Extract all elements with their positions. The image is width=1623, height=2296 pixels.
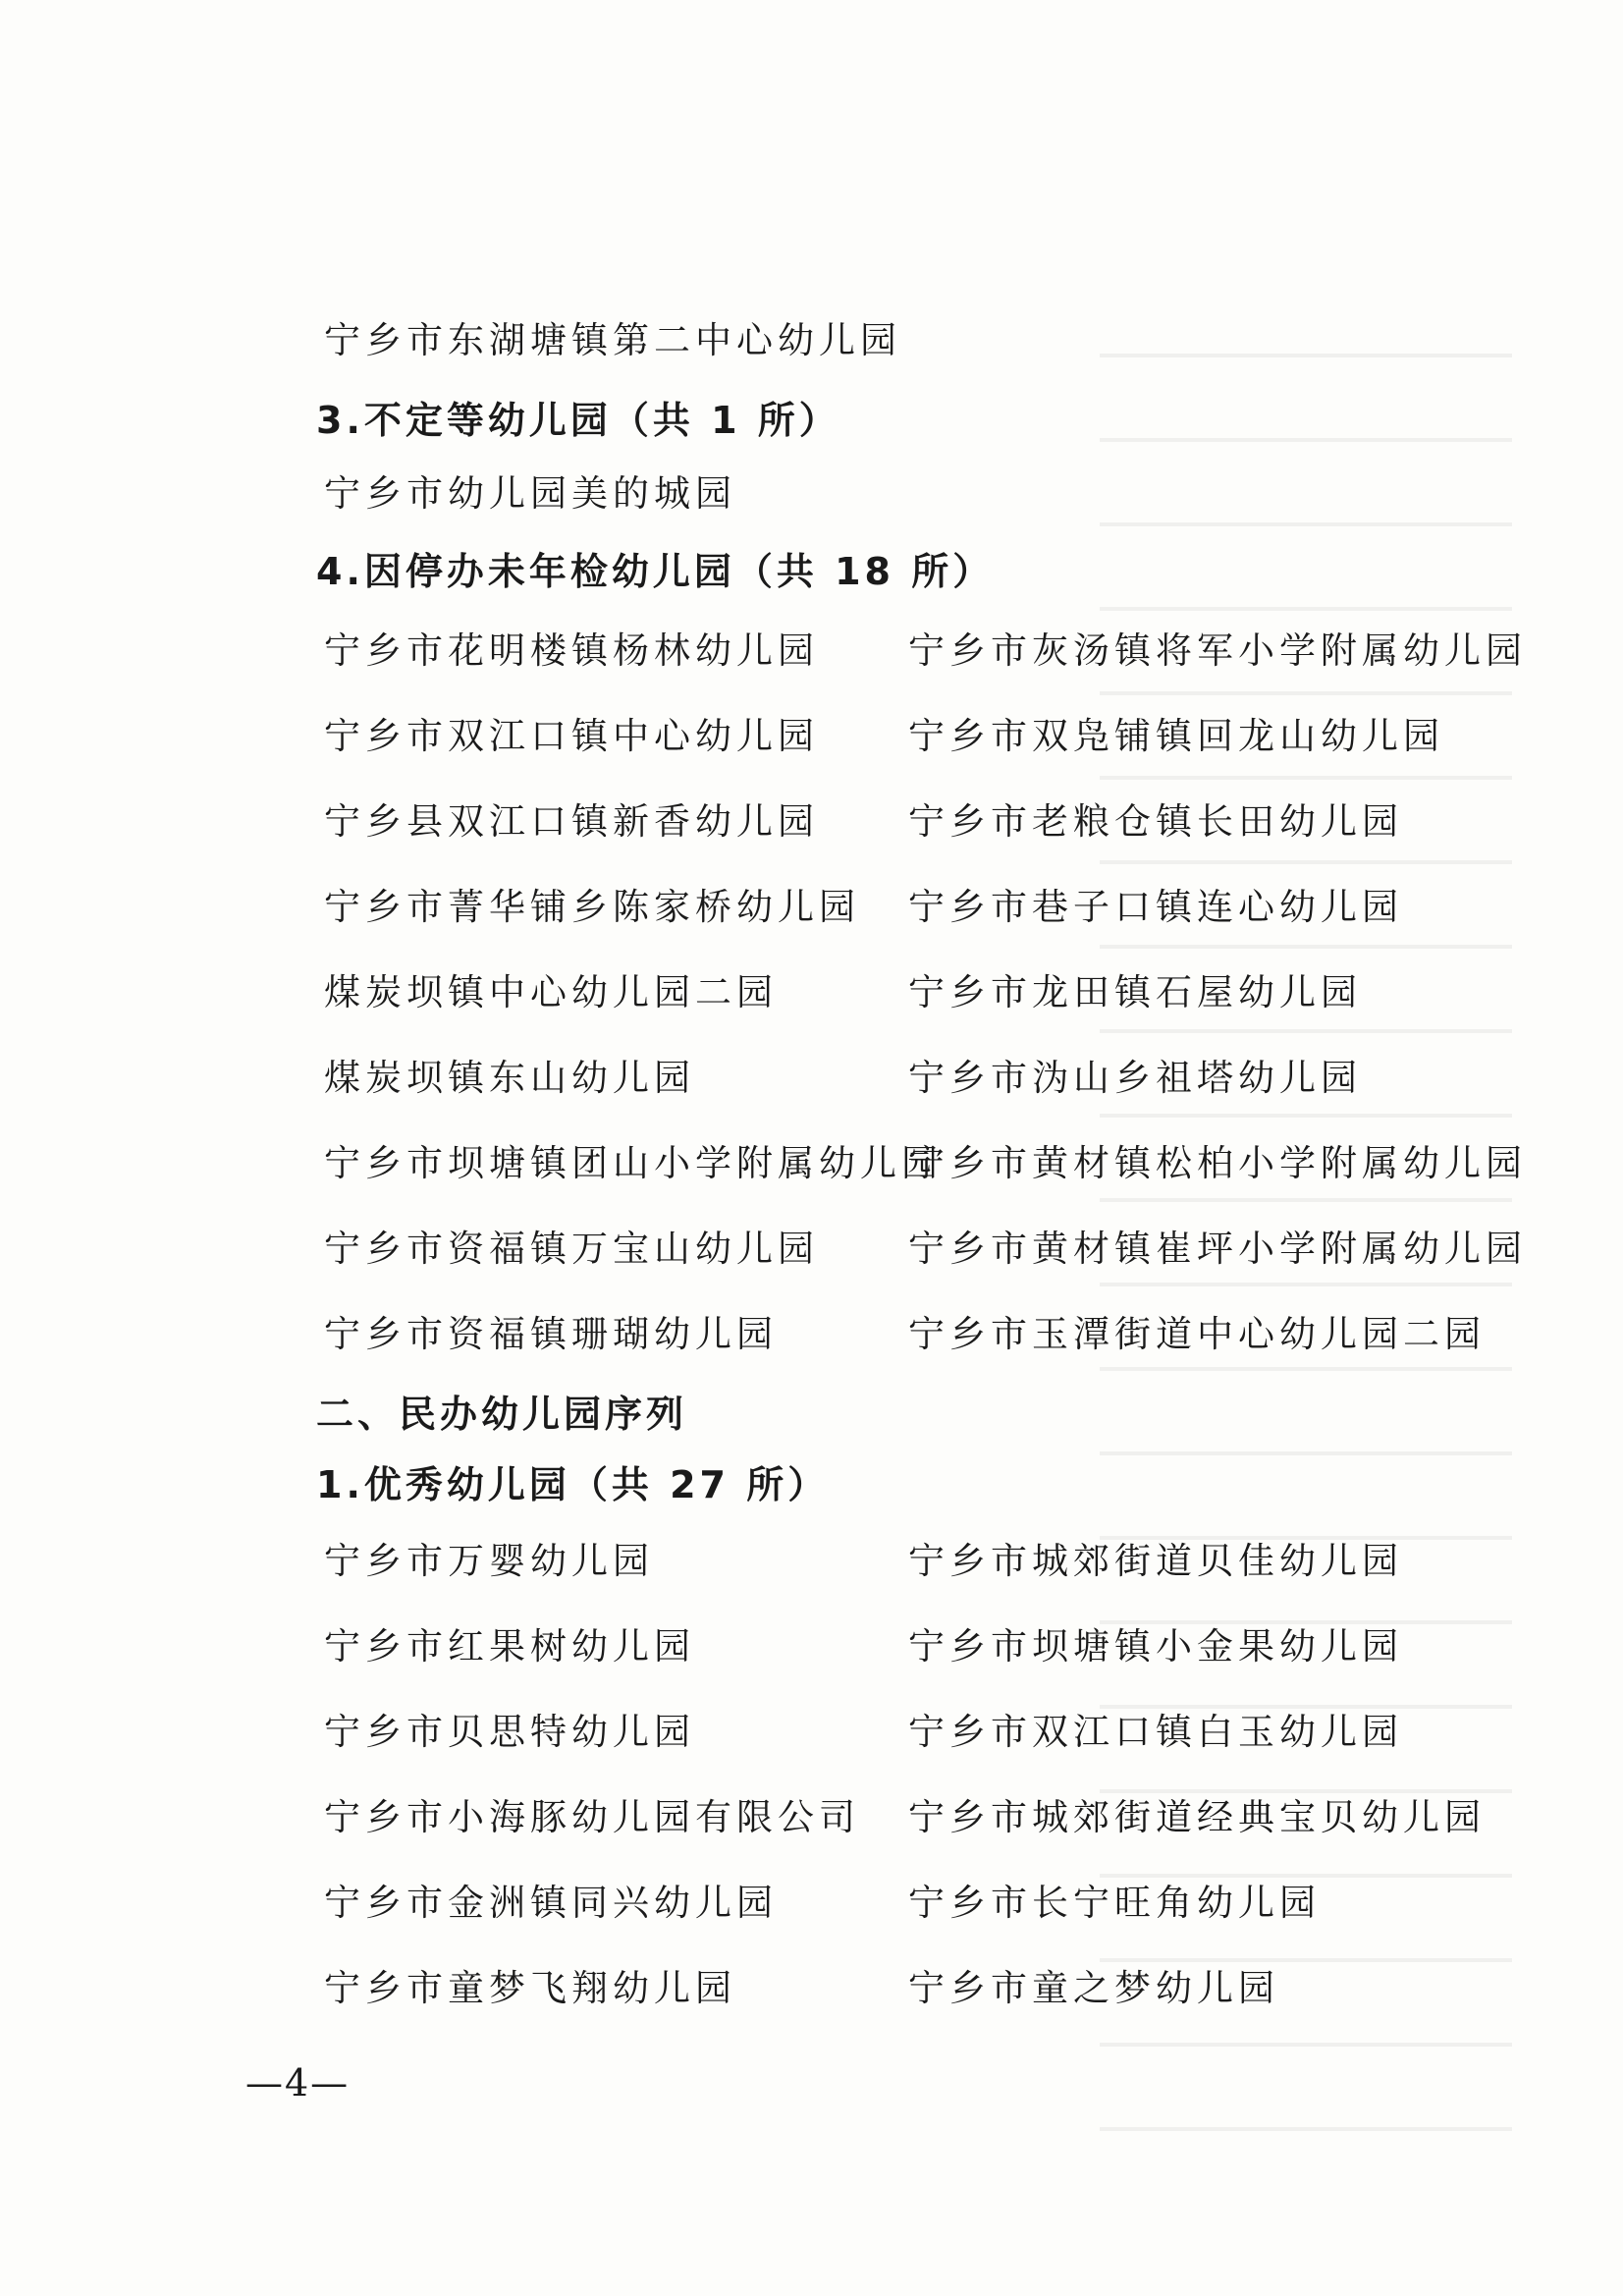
list-item: 宁乡市东湖塘镇第二中心幼儿园 bbox=[324, 319, 901, 361]
list-item: 宁乡市万婴幼儿园 bbox=[324, 1540, 654, 1582]
list-item: 宁乡市双江口镇白玉幼儿园 bbox=[908, 1711, 1403, 1753]
list-item: 宁乡市小海豚幼儿园有限公司 bbox=[324, 1796, 860, 1838]
list-item: 煤炭坝镇中心幼儿园二园 bbox=[324, 971, 778, 1013]
section-heading-3: 3.不定等幼儿园（共 1 所） bbox=[316, 399, 840, 442]
list-item: 宁乡市坝塘镇团山小学附属幼儿园 bbox=[324, 1142, 943, 1184]
list-item: 宁乡市双江口镇中心幼儿园 bbox=[324, 715, 819, 757]
list-item: 宁乡县双江口镇新香幼儿园 bbox=[324, 800, 819, 843]
list-item: 宁乡市双凫铺镇回龙山幼儿园 bbox=[908, 715, 1444, 757]
list-item: 宁乡市花明楼镇杨林幼儿园 bbox=[324, 629, 819, 672]
list-item: 宁乡市城郊街道经典宝贝幼儿园 bbox=[908, 1796, 1486, 1838]
list-item: 宁乡市幼儿园美的城园 bbox=[324, 472, 736, 515]
list-item: 宁乡市灰汤镇将军小学附属幼儿园 bbox=[908, 629, 1527, 672]
page-number: —4— bbox=[245, 2061, 351, 2105]
list-item: 宁乡市资福镇珊瑚幼儿园 bbox=[324, 1313, 778, 1355]
list-item: 宁乡市菁华铺乡陈家桥幼儿园 bbox=[324, 886, 860, 928]
list-item: 宁乡市城郊街道贝佳幼儿园 bbox=[908, 1540, 1403, 1582]
list-item: 宁乡市黄材镇崔坪小学附属幼儿园 bbox=[908, 1228, 1527, 1270]
list-item: 宁乡市童梦飞翔幼儿园 bbox=[324, 1967, 736, 2009]
subsection-heading-1: 1.优秀幼儿园（共 27 所） bbox=[316, 1463, 830, 1506]
list-item: 宁乡市黄材镇松柏小学附属幼儿园 bbox=[908, 1142, 1527, 1184]
list-item: 宁乡市沩山乡祖塔幼儿园 bbox=[908, 1057, 1362, 1099]
part-heading: 二、民办幼儿园序列 bbox=[316, 1393, 688, 1436]
list-item: 宁乡市贝思特幼儿园 bbox=[324, 1711, 695, 1753]
list-item: 宁乡市龙田镇石屋幼儿园 bbox=[908, 971, 1362, 1013]
list-item: 煤炭坝镇东山幼儿园 bbox=[324, 1057, 695, 1099]
list-item: 宁乡市资福镇万宝山幼儿园 bbox=[324, 1228, 819, 1270]
list-item: 宁乡市巷子口镇连心幼儿园 bbox=[908, 886, 1403, 928]
list-item: 宁乡市金洲镇同兴幼儿园 bbox=[324, 1882, 778, 1924]
list-item: 宁乡市长宁旺角幼儿园 bbox=[908, 1882, 1321, 1924]
list-item: 宁乡市老粮仓镇长田幼儿园 bbox=[908, 800, 1403, 843]
list-item: 宁乡市红果树幼儿园 bbox=[324, 1625, 695, 1667]
section-heading-4: 4.因停办未年检幼儿园（共 18 所） bbox=[316, 550, 995, 593]
list-item: 宁乡市坝塘镇小金果幼儿园 bbox=[908, 1625, 1403, 1667]
list-item: 宁乡市玉潭街道中心幼儿园二园 bbox=[908, 1313, 1486, 1355]
list-item: 宁乡市童之梦幼儿园 bbox=[908, 1967, 1279, 2009]
